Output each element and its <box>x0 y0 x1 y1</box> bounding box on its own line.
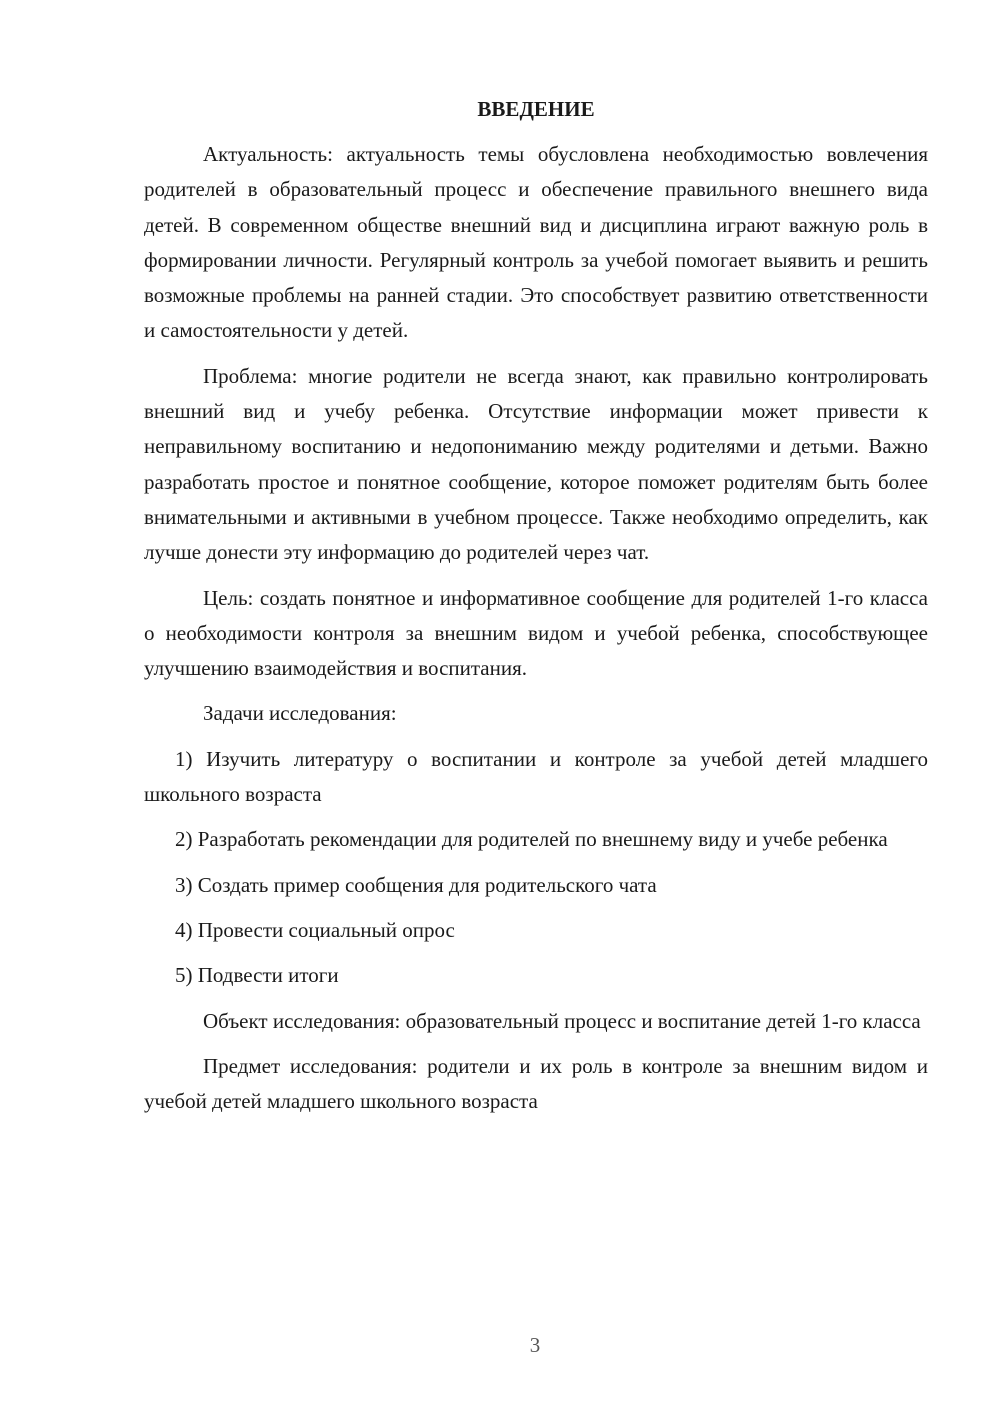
paragraph-goal: Цель: создать понятное и информативное сообщение для родителей 1-го класса о необходимости контроля за внешним видом и учебой ребенка, способствующее улучшению взаимодействия и воспитания. <box>144 585 928 681</box>
task-item-1: 1) Изучить литературу о воспитании и контроле за учебой детей младшего школьного возраста <box>144 746 928 807</box>
document-page <box>144 92 928 1129</box>
section-title: ВВЕДЕНИЕ <box>477 97 595 121</box>
paragraph-subject: Предмет исследования: родители и их роль в контроле за внешним видом и учебой детей младшего школьного возраста <box>144 1053 928 1114</box>
paragraph-object: Объект исследования: образовательный процесс и воспитание детей 1-го класса <box>203 1008 921 1033</box>
task-item-4: 4) Провести социальный опрос <box>175 917 455 942</box>
task-item-3: 3) Создать пример сообщения для родительского чата <box>175 872 657 897</box>
page-number: 3 <box>529 1333 541 1357</box>
paragraph-relevance: Актуальность: актуальность темы обусловлена необходимостью вовлечения родителей в образовательный процесс и обеспечение правильного внешнего вида детей. В современном обществе внешний вид и дисциплина играют важную роль в формировании личности. Регулярный контроль за учебой помогает выявить и решить возможные проблемы на ранней стадии. Это способствует развитию ответственности и самостоятельности у детей. <box>144 142 928 343</box>
task-item-2: 2) Разработать рекомендации для родителей по внешнему виду и учебе ребенка <box>175 827 888 852</box>
paragraph-tasks-heading: Задачи исследования: <box>203 701 397 726</box>
paragraph-problem: Проблема: многие родители не всегда знают, как правильно контролировать внешний вид и учебу ребенка. Отсутствие информации может привести к неправильному воспитанию и недопониманию между родителями и детьми. Важно разработать простое и понятное сообщение, которое поможет родителям быть более внимательными и активными в учебном процессе. Также необходимо определить, как лучше донести эту информацию до родителей через чат. <box>144 363 928 565</box>
task-item-5: 5) Подвести итоги <box>175 963 339 988</box>
